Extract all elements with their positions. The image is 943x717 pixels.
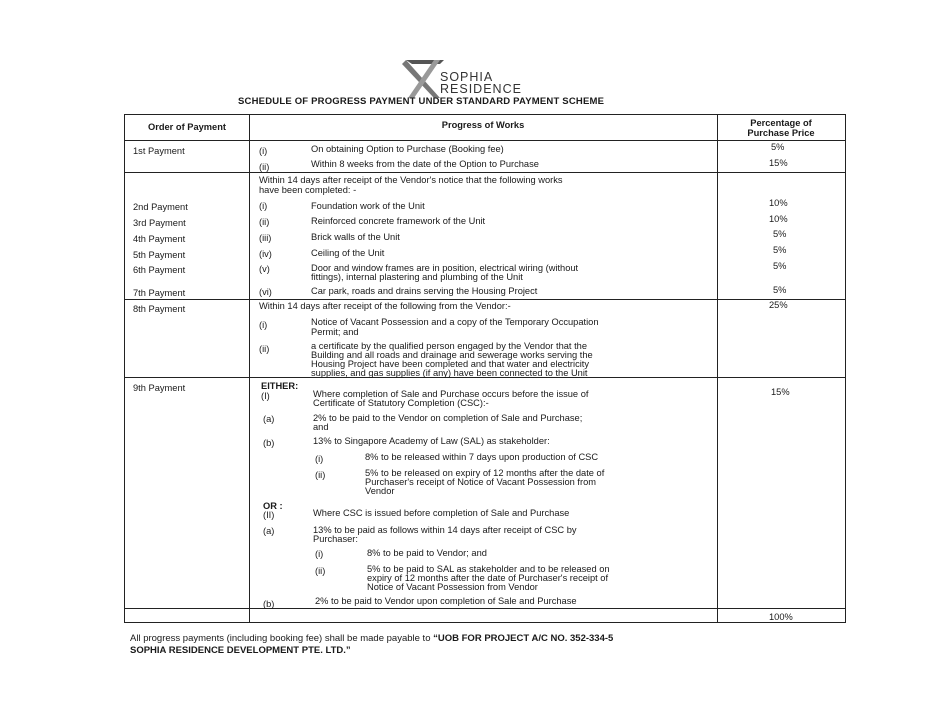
work-description: Where CSC is issued before completion of Sale and Purchase <box>313 508 570 518</box>
work-description: Notice of Vacant Possession and a copy of the Temporary Occupation <box>311 317 599 327</box>
work-description: Purchaser's receipt of Notice of Vacant Possession from <box>365 477 597 487</box>
work-description: Foundation work of the Unit <box>311 201 425 211</box>
work-description: Door and window frames are in position, electrical wiring (without <box>311 263 579 273</box>
header-purchase-price: Purchase Price <box>747 128 815 138</box>
percentage-value: 5% <box>771 142 785 152</box>
work-description: 13% to be paid as follows within 14 days after receipt of CSC by <box>313 525 577 535</box>
payment-schedule-table <box>124 114 846 623</box>
header-progress-of-works: Progress of Works <box>441 120 525 130</box>
percentage-value: 5% <box>773 261 787 271</box>
logo-text-residence: RESIDENCE <box>440 82 522 96</box>
percentage-value: 5% <box>773 245 787 255</box>
total-percentage: 100% <box>769 612 793 622</box>
percentage-value: 5% <box>773 285 787 295</box>
work-description: a certificate by the qualified person engaged by the Vendor that the <box>311 341 588 351</box>
item-number: (vi) <box>259 287 272 297</box>
work-description: and <box>313 422 329 432</box>
work-description: Reinforced concrete framework of the Unit <box>311 216 486 226</box>
item-number: (b) <box>263 599 275 609</box>
work-description: Housing Project have been completed and that water and electricity <box>311 359 590 369</box>
order-9th-payment: 9th Payment <box>133 383 186 393</box>
item-number: (v) <box>259 264 270 274</box>
percentage-value: 10% <box>769 214 788 224</box>
work-description: Brick walls of the Unit <box>311 232 400 242</box>
work-description: 8% to be released within 7 days upon production of CSC <box>365 452 599 462</box>
header-divider <box>125 140 845 141</box>
group-intro: have been completed: - <box>259 185 357 195</box>
item-number: (iii) <box>259 233 272 243</box>
payment-instruction-text: All progress payments (including booking fee) shall be made payable to <box>130 633 434 644</box>
row-divider <box>125 299 845 300</box>
account-number: “UOB FOR PROJECT A/C NO. 352-334-5 <box>433 633 614 644</box>
item-number: (a) <box>263 526 275 536</box>
work-description: expiry of 12 months after the date of Purchaser's receipt of <box>367 573 609 583</box>
item-number: (i) <box>259 146 268 156</box>
group-intro: Within 14 days after receipt of the following from the Vendor:- <box>259 301 511 311</box>
item-number: (ii) <box>259 217 270 227</box>
work-description: supplies, and gas supplies (if any) have been connected to the Unit <box>311 368 588 378</box>
either-label: EITHER: <box>261 381 299 391</box>
work-description: On obtaining Option to Purchase (Booking fee) <box>311 144 504 154</box>
logo-text-sophia: SOPHIA <box>440 70 494 84</box>
item-number: (i) <box>259 201 268 211</box>
order-5th-payment: 5th Payment <box>133 250 186 260</box>
work-description: Purchaser: <box>313 534 358 544</box>
payee-name: SOPHIA RESIDENCE DEVELOPMENT PTE. LTD.” <box>130 645 351 656</box>
work-description: Ceiling of the Unit <box>311 248 385 258</box>
work-description: 5% to be released on expiry of 12 months after the date of <box>365 468 605 478</box>
payment-instruction <box>130 633 613 644</box>
order-7th-payment: 7th Payment <box>133 288 186 298</box>
work-description: Where completion of Sale and Purchase occurs before the issue of <box>313 389 589 399</box>
item-number: (i) <box>259 320 268 330</box>
item-number: (ii) <box>259 162 270 172</box>
document-title: SCHEDULE OF PROGRESS PAYMENT UNDER STANDARD PAYMENT SCHEME <box>238 96 605 107</box>
work-description: Vendor <box>365 486 395 496</box>
item-number: (I) <box>261 391 270 401</box>
percentage-value: 10% <box>769 198 788 208</box>
work-description: 8% to be paid to Vendor; and <box>367 548 487 558</box>
work-description: Within 8 weeks from the date of the Option to Purchase <box>311 159 539 169</box>
group-intro: Within 14 days after receipt of the Vendor's notice that the following works <box>259 175 563 185</box>
work-description: 2% to be paid to the Vendor on completion of Sale and Purchase; <box>313 413 583 423</box>
column-divider-order <box>249 115 250 622</box>
row-divider <box>125 608 845 609</box>
work-description: Notice of Vacant Possession from Vendor <box>367 582 538 592</box>
percentage-value: 15% <box>771 387 790 397</box>
item-number: (i) <box>315 454 324 464</box>
order-2nd-payment: 2nd Payment <box>133 202 188 212</box>
percentage-value: 25% <box>769 300 788 310</box>
item-number: (ii) <box>315 470 326 480</box>
order-6th-payment: 6th Payment <box>133 265 186 275</box>
work-description: 13% to Singapore Academy of Law (SAL) as stakeholder: <box>313 436 550 446</box>
work-description: 2% to be paid to Vendor upon completion of Sale and Purchase <box>315 596 577 606</box>
work-description: Permit; and <box>311 327 359 337</box>
item-number: (ii) <box>315 566 326 576</box>
order-3rd-payment: 3rd Payment <box>133 218 186 228</box>
header-order-of-payment: Order of Payment <box>147 122 226 132</box>
row-divider <box>125 172 845 173</box>
item-number: (ii) <box>259 344 270 354</box>
item-number: (i) <box>315 549 324 559</box>
item-number: (a) <box>263 414 275 424</box>
or-label: OR : <box>263 501 283 511</box>
work-description: Building and all roads and drainage and sewerage works serving the <box>311 350 593 360</box>
header-percentage: Percentage of <box>750 118 812 128</box>
item-number: (b) <box>263 438 275 448</box>
work-description: fittings), internal plastering and plumbing of the Unit <box>311 272 523 282</box>
work-description: 5% to be paid to SAL as stakeholder and to be released on <box>367 564 610 574</box>
work-description: Certificate of Statutory Completion (CSC):- <box>313 398 489 408</box>
percentage-value: 5% <box>773 229 787 239</box>
order-8th-payment: 8th Payment <box>133 304 186 314</box>
item-number: (II) <box>263 510 275 520</box>
work-description: Car park, roads and drains serving the Housing Project <box>311 286 538 296</box>
percentage-value: 15% <box>769 158 788 168</box>
order-1st-payment: 1st Payment <box>133 146 185 156</box>
item-number: (iv) <box>259 249 272 259</box>
column-divider-percent <box>717 115 718 622</box>
order-4th-payment: 4th Payment <box>133 234 186 244</box>
